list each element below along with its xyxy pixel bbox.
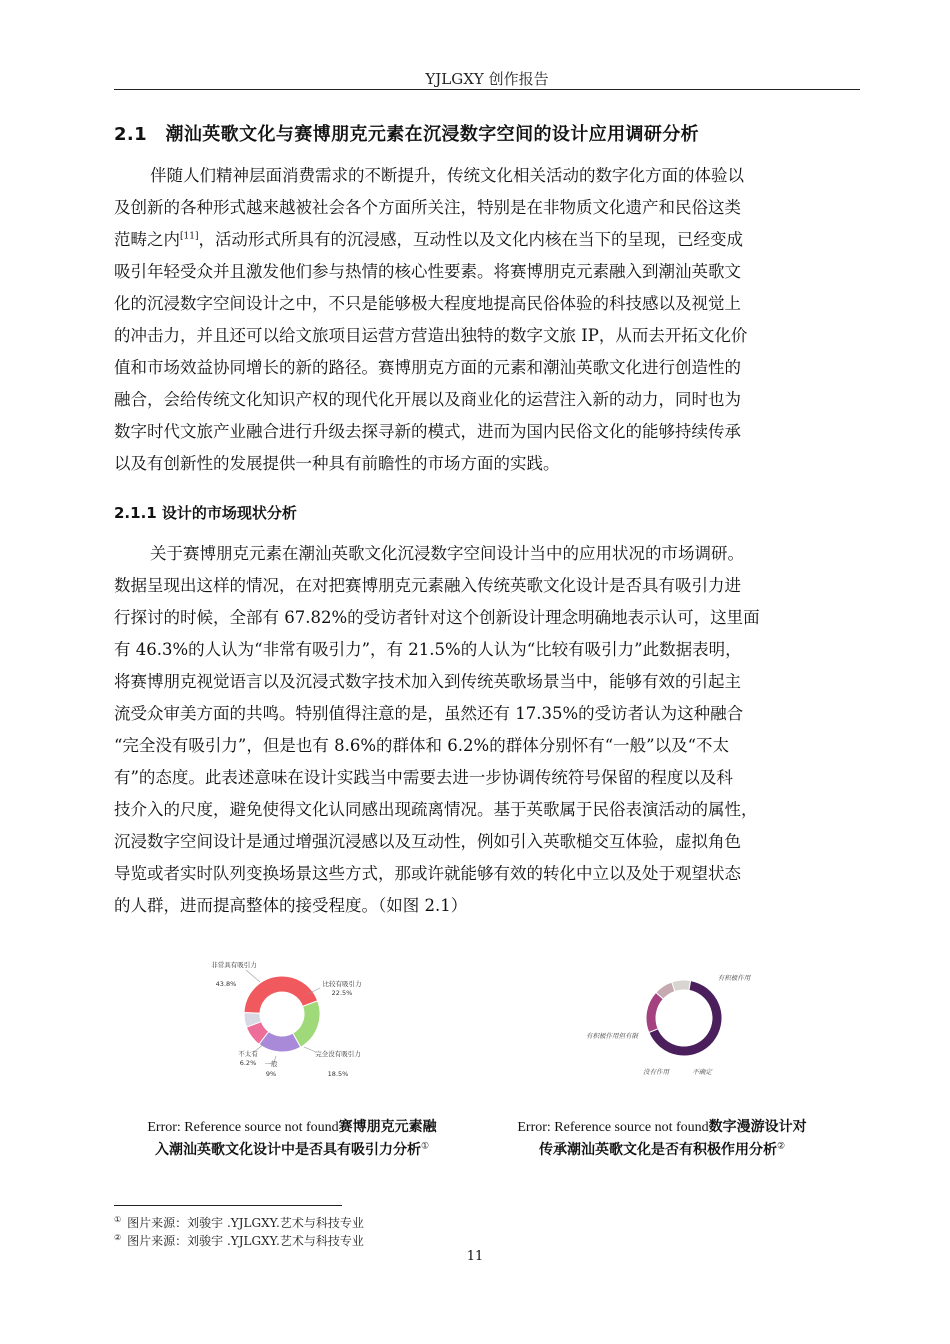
caption-title: 数字漫游设计对 xyxy=(708,1119,807,1135)
footnote-ref: ① xyxy=(420,1140,430,1151)
subsection-title: 2.1.1 设计的市场现状分析 xyxy=(114,504,297,522)
value-not-really: 6.2% xyxy=(239,1059,257,1067)
text-line: 融合，会给传统文化知识产权的现代化开展以及商业化的运营注入新的动力，同时也为 xyxy=(114,390,741,409)
label-limited: 有积极作用但有限 xyxy=(586,1032,638,1040)
text-line: 吸引年轻受众并且激发他们参与热情的核心性要素。将赛博朋克元素融入到潮汕英歌文 xyxy=(114,262,741,281)
text-line: 以及有创新性的发展提供一种具有前瞻性的市场方面的实践。 xyxy=(114,454,560,473)
label-not-really: 不太有 xyxy=(238,1050,258,1058)
footnote-mark: ② xyxy=(114,1233,122,1242)
figure-2-caption xyxy=(484,1116,840,1162)
value-fairly-attractive: 22.5% xyxy=(331,989,353,997)
header-rule xyxy=(114,89,860,90)
footnote-text: 图片来源：刘骏宇 .YJLGXY.艺术与科技专业 xyxy=(127,1216,364,1230)
donut-slice-3 xyxy=(672,980,691,991)
text-line: 沉浸数字空间设计是通过增强沉浸感以及互动性，例如引入英歌槌交互体验，虚拟角色 xyxy=(114,832,741,851)
text-line: “完全没有吸引力”，但是也有 8.6%的群体和 6.2%的群体分别怀有“一般”以及“不太 xyxy=(114,736,730,755)
text-line: 有”的态度。此表述意味在设计实践当中需要去进一步协调传统符号保留的程度以及科 xyxy=(114,768,733,787)
label-no-effect: 没有作用 xyxy=(643,1068,669,1076)
footnote-2 xyxy=(114,1232,364,1249)
label-neutral: 一般 xyxy=(264,1060,278,1068)
page-header: YJLGXY 创作报告 xyxy=(425,70,549,88)
text-line: 有 46.3%的人认为“非常有吸引力”，有 21.5%的人认为“比较有吸引力”此数据表明， xyxy=(114,640,742,659)
page-number: 11 xyxy=(466,1249,484,1264)
text-line: 技介入的尺度，避免使得文化认同感出现疏离情况。基于英歌属于民俗表演活动的属性， xyxy=(114,800,758,819)
caption-title: 赛博朋克元素融 xyxy=(338,1119,437,1135)
label-uncertain: 不确定 xyxy=(692,1068,712,1076)
text-fragment: ，活动形式所具有的沉浸感，互动性以及文化内核在当下的呈现，已经变成 xyxy=(198,230,743,249)
text-line: 的冲击力，并且还可以给文旅项目运营方营造出独特的数字文旅 IP，从而去开拓文化价 xyxy=(114,326,748,345)
text-line: 的人群，进而提高整体的接受程度。（如图 2.1） xyxy=(114,896,468,915)
paragraph-1 xyxy=(114,160,860,480)
text-line xyxy=(114,224,860,256)
footnote-rule xyxy=(114,1205,342,1206)
text-line: 化的沉浸数字空间设计之中，不只是能够极大程度地提高民俗体验的科技感以及视觉上 xyxy=(114,294,741,313)
label-positive: 有积极作用 xyxy=(717,974,751,982)
section-title: 2.1 潮汕英歌文化与赛博朋克元素在沉浸数字空间的设计应用调研分析 xyxy=(114,124,700,145)
value-neutral: 9% xyxy=(265,1070,277,1078)
effect-donut-chart xyxy=(584,966,784,1086)
caption-error-text: Error: Reference source not found xyxy=(517,1120,709,1135)
text-line: 数字时代文旅产业融合进行升级去探寻新的模式，进而为国内民俗文化的能够持续传承 xyxy=(114,422,741,441)
donut-slice-1 xyxy=(646,992,663,1032)
text-line: 将赛博朋克视觉语言以及沉浸式数字技术加入到传统英歌场景当中，能够有效的引起主 xyxy=(114,672,741,691)
footnote-text: 图片来源：刘骏宇 .YJLGXY.艺术与科技专业 xyxy=(127,1234,364,1248)
caption-title-cont: 入潮汕英歌文化设计中是否具有吸引力分析 xyxy=(154,1142,421,1158)
figure-1-caption xyxy=(114,1116,470,1162)
footnote-ref: ② xyxy=(776,1140,786,1151)
text-line: 伴随人们精神层面消费需求的不断提升，传统文化相关活动的数字化方面的体验以 xyxy=(150,166,744,185)
text-line: 流受众审美方面的共鸣。特别值得注意的是，虽然还有 17.35%的受访者认为这种融合 xyxy=(114,704,744,723)
caption-error-text: Error: Reference source not found xyxy=(147,1120,339,1135)
citation: [11] xyxy=(180,231,199,242)
caption-title-cont: 传承潮汕英歌文化是否有积极作用分析 xyxy=(538,1142,777,1158)
text-line: 关于赛博朋克元素在潮汕英歌文化沉浸数字空间设计当中的应用状况的市场调研。 xyxy=(150,544,744,563)
text-line: 行探讨的时候，全部有 67.82%的受访者针对这个创新设计理念明确地表示认可，这里面 xyxy=(114,608,760,627)
value-very-attractive: 43.8% xyxy=(215,980,237,988)
label-fairly-attractive: 比较有吸引力 xyxy=(322,980,362,988)
text-line: 数据呈现出这样的情况，在对把赛博朋克元素融入传统英歌文化设计是否具有吸引力进 xyxy=(114,576,741,595)
text-line: 导览或者实时队列变换场景这些方式，那或许就能够有效的转化中立以及处于观望状态 xyxy=(114,864,741,883)
paragraph-2 xyxy=(114,538,860,922)
text-line: 及创新的各种形式越来越被社会各个方面所关注，特别是在非物质文化遗产和民俗这类 xyxy=(114,198,741,217)
text-line: 值和市场效益协同增长的新的路径。赛博朋克方面的元素和潮汕英歌文化进行创造性的 xyxy=(114,358,741,377)
footnote-1 xyxy=(114,1214,364,1231)
value-not-attractive: 18.5% xyxy=(327,1070,349,1078)
footnote-mark: ① xyxy=(114,1215,122,1224)
attraction-donut-chart xyxy=(196,952,376,1082)
text-fragment: 范畴之内 xyxy=(114,230,180,249)
label-very-attractive: 非常具有吸引力 xyxy=(211,961,257,969)
label-not-attractive: 完全没有吸引力 xyxy=(315,1050,361,1058)
